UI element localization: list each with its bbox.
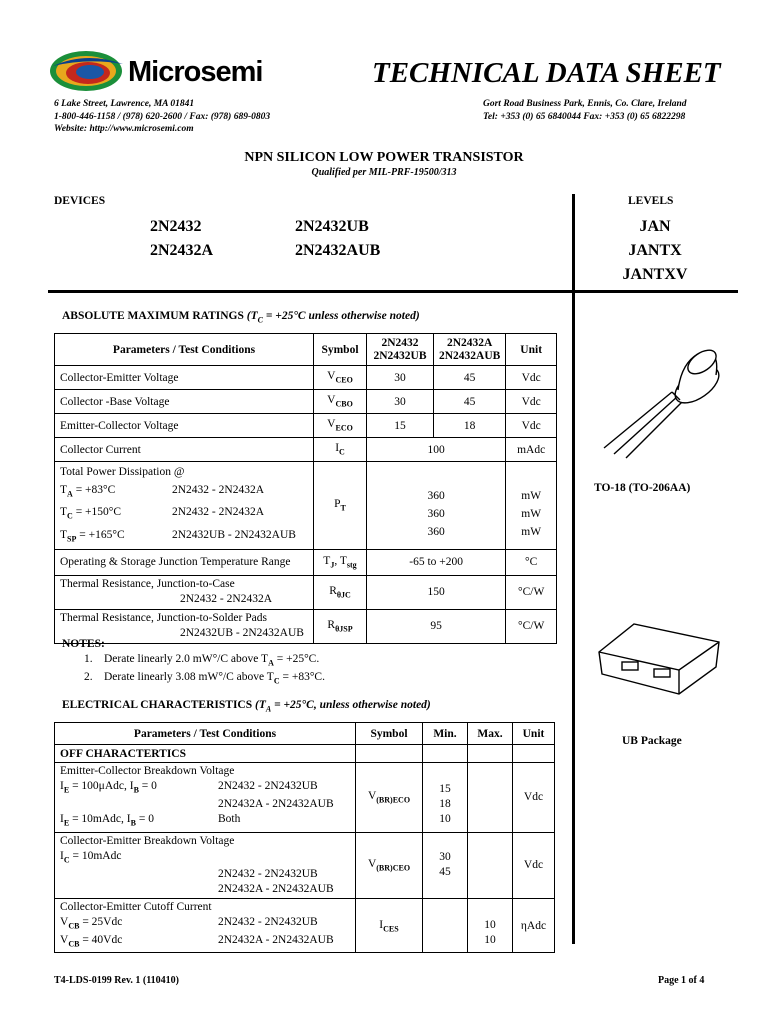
- elec-table: [54, 722, 555, 953]
- table-row: Collector-Emitter Voltage $V_{CEO}$ 30 45 Vdc: [55, 366, 557, 390]
- table-row: Collector -Base Voltage $V_{CBO}$ 30 45 Vdc: [55, 390, 557, 414]
- col-header-c2: 2N2432A 2N2432AUB: [434, 334, 506, 366]
- col-header-max: Max.: [468, 723, 513, 745]
- to18-package-icon: [592, 330, 732, 470]
- right-address: Gort Road Business Park, Ennis, Co. Clare, Ireland Tel: +353 (0) 65 6840044 Fax: +353 (0) 65 6822298: [483, 99, 687, 122]
- device-list-2: 2N2432UB 2N2432AUB: [295, 218, 381, 259]
- abs-max-heading: ABSOLUTE MAXIMUM RATINGS ($T_C = +25^\circ C$ unless otherwise noted): [62, 310, 420, 325]
- notes: NOTES: 1. Derate linearly 2.0 mW°/C above $T_A = +25^\circ C$. 2. Derate linearly 3.08 mW°/C above $T_C = +83^\circ C$.: [62, 638, 325, 686]
- product-title: NPN SILICON LOW POWER TRANSISTOR: [244, 150, 524, 165]
- doc-id: T4-LDS-0199 Rev. 1 (110410): [54, 975, 179, 986]
- table-header-row: [55, 723, 555, 745]
- company-logo: [48, 46, 263, 96]
- logo-swoosh-icon: [48, 46, 128, 96]
- col-header-unit: Unit: [506, 334, 557, 366]
- levels-list: JAN JANTX JANTXV: [622, 218, 688, 283]
- table-row: Total Power Dissipation @ $T_A = +83^\circ C$ 2N2432 - 2N2432A $T_C = +150^\circ C$ 2N2432 - 2N2432A $T_{SP} = +165^\circ C$ 2N2432UB - 2N2432AUB $P_T$ 360 360 360 mW mW mW: [55, 462, 557, 550]
- ub-package-icon: [594, 612, 724, 702]
- abs-max-table: [54, 333, 557, 644]
- table-row: Collector-Emitter Breakdown Voltage $I_C$ = 10mAdc 2N2432 - 2N2432UB 2N2432A - 2N2432AUB $V_{(BR)CEO}$ 30 45 Vdc: [55, 832, 555, 898]
- table-row: Thermal Resistance, Junction-to-Case 2N2432 - 2N2432A $R_{\theta JC}$ 150 °C/W: [55, 575, 557, 609]
- table-row: Emitter-Collector Voltage $V_{ECO}$ 15 18 Vdc: [55, 414, 557, 438]
- section-row: OFF CHARACTERTICS: [55, 745, 555, 763]
- levels-label: LEVELS: [628, 195, 674, 207]
- document-title: TECHNICAL DATA SHEET: [372, 57, 721, 89]
- left-address: 6 Lake Street, Lawrence, MA 01841 1-800-446-1158 / (978) 620-2600 / Fax: (978) 689-0803 Website: http://www.microsemi.com: [54, 99, 271, 134]
- device-list-1: 2N2432 2N2432A: [150, 218, 214, 259]
- col-header-symbol: Symbol: [356, 723, 423, 745]
- devices-label: DEVICES: [54, 195, 106, 207]
- to18-caption: TO-18 (TO-206AA): [594, 482, 691, 494]
- table-header-row: [55, 334, 557, 366]
- col-header-param: Parameters / Test Conditions: [55, 334, 314, 366]
- page-number: Page 1 of 4: [658, 975, 705, 986]
- elec-heading: ELECTRICAL CHARACTERISTICS ($T_A = +25^\circ C$, unless otherwise noted): [62, 699, 431, 714]
- vertical-divider: [572, 194, 575, 944]
- table-row: Collector Current $I_C$ 100 mAdc: [55, 438, 557, 462]
- col-header-param: Parameters / Test Conditions: [55, 723, 356, 745]
- table-row: Emitter-Collector Breakdown Voltage $I_E = 100\mu Adc$, $I_B = 0$ 2N2432 - 2N2432UB 2N2432A - 2N2432AUB $I_E$ = 10mAdc, $I_B = 0$ Both $V_{(BR)ECO}$ 15 18 10 Vdc: [55, 763, 555, 833]
- ub-caption: UB Package: [622, 735, 682, 747]
- table-row: Thermal Resistance, Junction-to-Solder Pads 2N2432UB - 2N2432AUB $R_{\theta JSP}$ 95 °C/W: [55, 609, 557, 643]
- qualification: Qualified per MIL-PRF-19500/313: [311, 167, 457, 178]
- horizontal-divider: [48, 290, 738, 293]
- col-header-c1: 2N2432 2N2432UB: [367, 334, 434, 366]
- table-row: Collector-Emitter Cutoff Current $V_{CB} = 25Vdc$ 2N2432 - 2N2432UB $V_{CB} = 40Vdc$ 2N2432A - 2N2432AUB $I_{CES}$ 10 10 ηAdc: [55, 898, 555, 953]
- logo-text: Microsemi: [128, 56, 263, 88]
- col-header-unit: Unit: [513, 723, 555, 745]
- table-row: Operating & Storage Junction Temperature Range $T_J$, $T_{stg}$ -65 to +200 °C: [55, 549, 557, 575]
- col-header-symbol: Symbol: [314, 334, 367, 366]
- col-header-min: Min.: [423, 723, 468, 745]
